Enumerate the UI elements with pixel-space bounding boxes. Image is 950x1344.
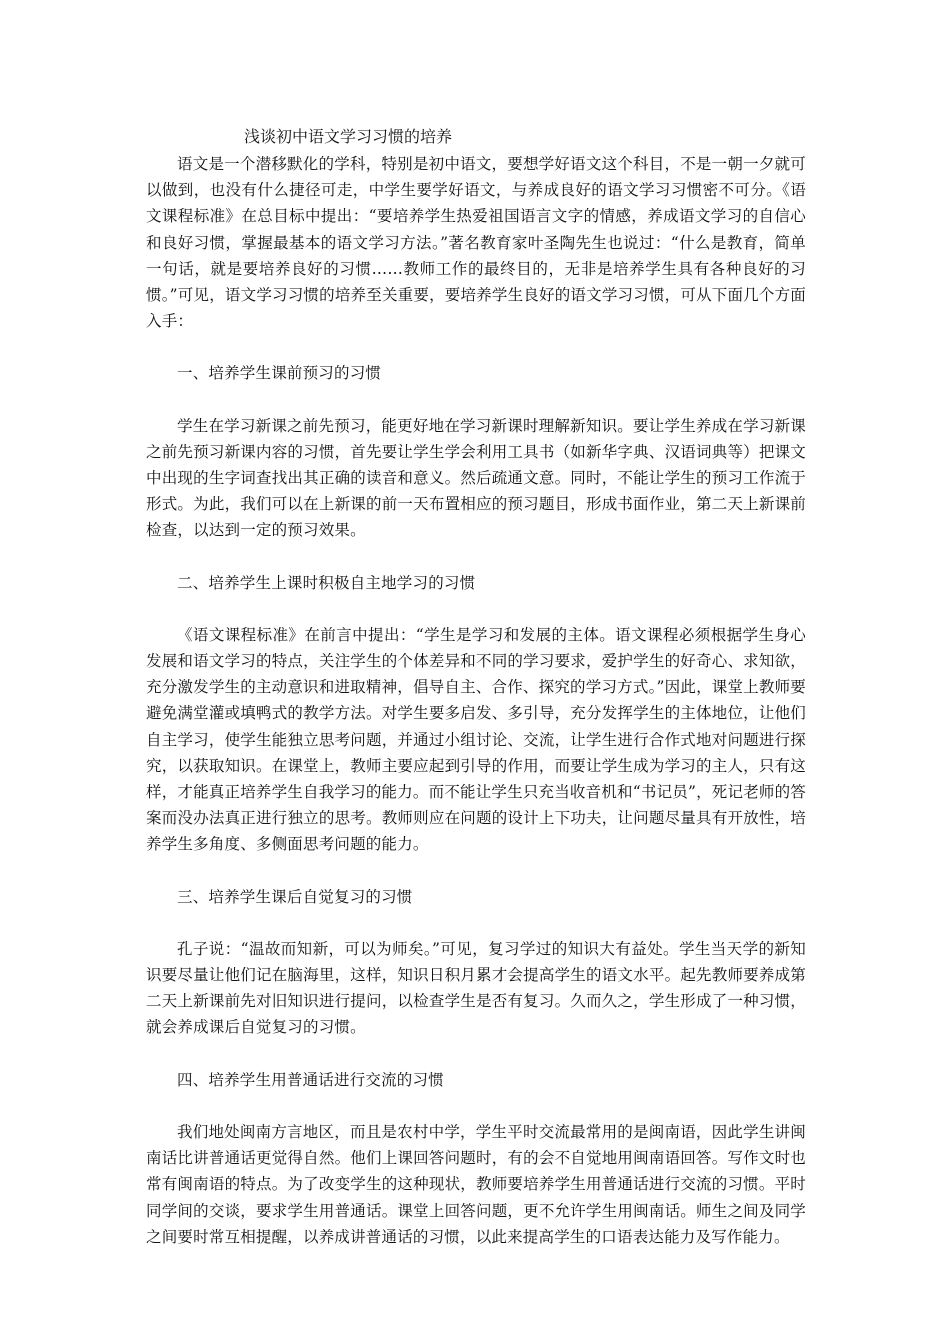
spacer <box>146 910 806 936</box>
spacer <box>146 334 806 360</box>
intro-paragraph: 语文是一个潜移默化的学科，特别是初中语文，要想学好语文这个科目，不是一朝一夕就可以做到，也没有什么捷径可走，中学生要学好语文，与养成良好的语文学习习惯密不可分。《语文课程标准》在总目标中提出：“要培养学生热爱祖国语言文字的情感，养成语文学习的自信心和良好习惯，掌握最基本的语文学习方法。”著名教育家叶圣陶先生也说过：“什么是教育，简单一句话，就是要培养良好的习惯……教师工作的最终目的，无非是培养学生具有各种良好的习惯。”可见，语文学习习惯的培养至关重要，要培养学生良好的语文学习习惯，可从下面几个方面入手： <box>146 155 806 331</box>
spacer <box>146 858 806 884</box>
spacer <box>146 544 806 570</box>
section-heading-2: 二、培养学生上课时积极自主地学习的习惯 <box>177 573 476 592</box>
section-body-3: 孔子说：“温故而知新，可以为师矣。”可见，复习学过的知识大有益处。学生当天学的新知识要尽量让他们记在脑海里，这样，知识日积月累才会提高学生的语文水平。起先教师要养成第二天上新课前先对旧知识进行提问，以检查学生是否有复习。久而久之，学生形成了一种习惯，就会养成课后自觉复习的习惯。 <box>146 939 806 1037</box>
spacer <box>146 1093 806 1119</box>
section-heading-3: 三、培养学生课后自觉复习的习惯 <box>177 887 413 906</box>
section-body-4: 我们地处闽南方言地区，而且是农村中学，学生平时交流最常用的是闽南语，因此学生讲闽南话比讲普通话更觉得自然。他们上课回答问题时，有的会不自觉地用闽南语回答。写作文时也常有闽南语的特点。为了改变学生的这种现状，教师要培养学生用普通话进行交流的习惯。平时同学间的交谈，要求学生用普通话。课堂上回答问题，更不允许学生用闽南话。师生之间及同学之间要时常互相提醒，以养成讲普通话的习惯，以此来提高学生的口语表达能力及写作能力。 <box>146 1122 806 1246</box>
section-body-1: 学生在学习新课之前先预习，能更好地在学习新课时理解新知识。要让学生养成在学习新课之前先预习新课内容的习惯，首先要让学生学会利用工具书（如新华字典、汉语词典等）把课文中出现的生字词查找出其正确的读音和意义。然后疏通文意。同时，不能让学生的预习工作流于形式。为此，我们可以在上新课的前一天布置相应的预习题目，形成书面作业，第二天上新课前检查，以达到一定的预习效果。 <box>146 416 806 540</box>
spacer <box>146 1041 806 1067</box>
section-heading-1: 一、培养学生课前预习的习惯 <box>177 364 382 383</box>
spacer <box>146 387 806 413</box>
spacer <box>146 596 806 622</box>
document-title: 浅谈初中语文学习习惯的培养 <box>244 127 453 146</box>
document-body <box>146 124 806 1250</box>
section-heading-4: 四、培养学生用普通话进行交流的习惯 <box>177 1070 444 1089</box>
section-body-2: 《语文课程标准》在前言中提出：“学生是学习和发展的主体。语文课程必须根据学生身心发展和语文学习的特点，关注学生的个体差异和不同的学习要求，爱护学生的好奇心、求知欲，充分激发学生的主动意识和进取精神，倡导自主、合作、探究的学习方式。”因此，课堂上教师要避免满堂灌或填鸭式的教学方法。对学生要多启发、多引导，充分发挥学生的主体地位，让他们自主学习，使学生能独立思考问题，并通过小组讨论、交流，让学生进行合作式地对问题进行探究，以获取知识。在课堂上，教师主要应起到引导的作用，而要让学生成为学习的主人，只有这样，才能真正培养学生自我学习的能力。而不能让学生只充当收音机和“书记员”，死记老师的答案而没办法真正进行独立的思考。教师则应在问题的设计上下功夫，让问题尽量具有开放性，培养学生多角度、多侧面思考问题的能力。 <box>146 625 806 854</box>
